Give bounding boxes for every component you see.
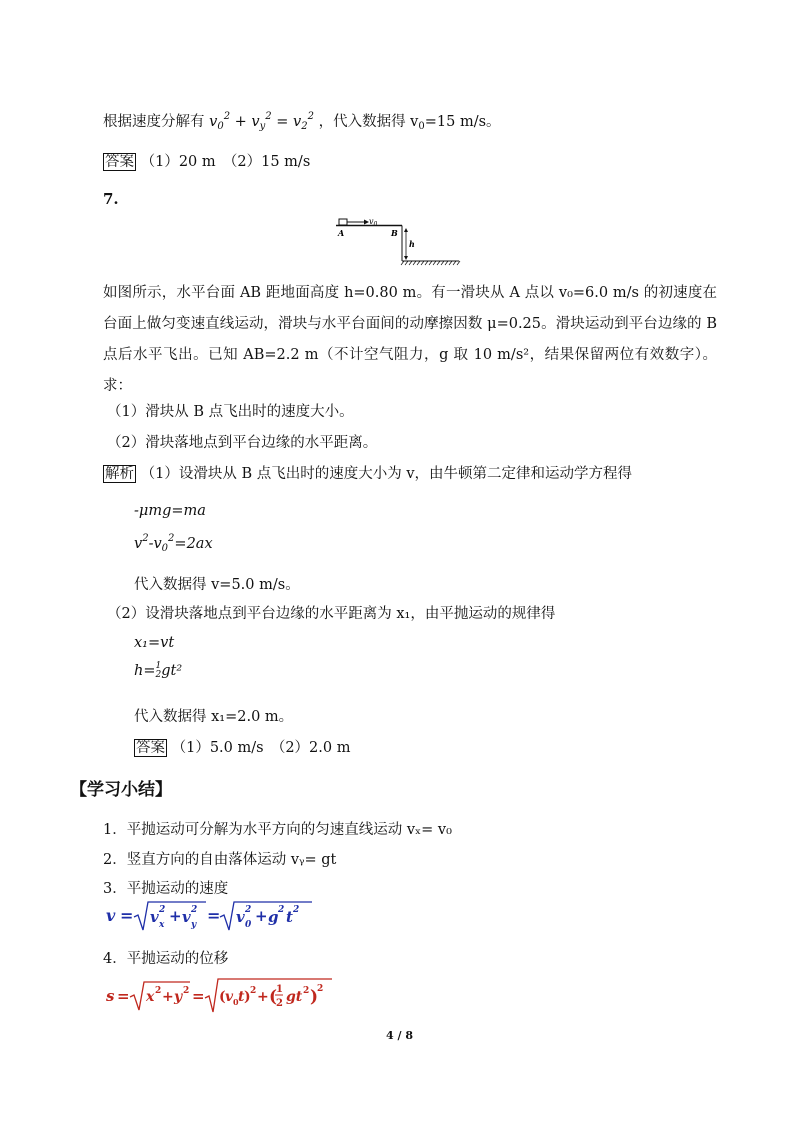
result-1: 代入数据得 v=5.0 m/s。 (134, 577, 300, 593)
summary-item-3: 3．平抛运动的速度 (103, 881, 229, 897)
svg-text:=: = (117, 987, 130, 1005)
svg-text:g: g (268, 908, 279, 926)
line-prefix: 根据速度分解有 (103, 114, 205, 130)
sub-question-1: （1）滑块从 B 点飞出时的速度大小。 (107, 404, 354, 420)
eq2-part-a: v (134, 536, 143, 552)
summary-item-2: 2．竖直方向的自由落体运动 vᵧ= gt (103, 852, 337, 868)
analysis-row (103, 462, 632, 483)
svg-text:2: 2 (159, 905, 166, 915)
eq4-part-a: h= (134, 663, 156, 679)
answer-label-q7: 答案 (136, 740, 165, 756)
vector-equation: $v_0^2 + v_y^2 = v_2^2$ (209, 111, 314, 132)
svg-text:2: 2 (293, 905, 300, 915)
line-suffix: ，代入数据得 v (318, 114, 419, 130)
svg-text:t: t (286, 908, 293, 926)
answer-text-q7: （1）5.0 m/s （2）2.0 m (171, 740, 351, 756)
svg-text:0: 0 (233, 997, 239, 1007)
page-number: 4 / 8 (386, 1029, 413, 1042)
question-body: 如图所示，水平台面 AB 距地面高度 h=0.80 m。有一滑块从 A 点以 v₀=6.0 m/s 的初速度在台面上做匀变速直线运动，滑块与水平台面间的动摩擦因数 μ=0.25。滑块运动到平台边缘的 B 点后水平飞出。已知 AB=2.2 m（不计空气阻力，g 取 10 m/s²，结果保留两位有效数字）。求： (103, 285, 717, 394)
svg-text:+: + (169, 907, 182, 925)
svg-text:+: + (255, 907, 268, 925)
result-2: 代入数据得 x₁=2.0 m。 (134, 709, 294, 725)
svg-text:v: v (236, 908, 245, 926)
half-fraction: 1 2 (155, 661, 162, 680)
svg-text:y: y (174, 989, 183, 1005)
svg-text:s: s (106, 987, 115, 1005)
answer-row-q6 (103, 150, 310, 171)
svg-text:2: 2 (250, 986, 257, 996)
sub-question-2: （2）滑块落地点到平台边缘的水平距离。 (107, 435, 378, 451)
line-sub: 0 (418, 121, 425, 132)
platform-figure (334, 215, 464, 267)
svg-text:=: = (207, 906, 221, 925)
svg-text:2: 2 (317, 984, 324, 994)
summary-item-4: 4．平抛运动的位移 (103, 951, 229, 967)
svg-text:): ) (244, 989, 251, 1005)
svg-text:v: v (182, 908, 191, 926)
eq2-part-b: -v (148, 536, 162, 552)
answer-row-q7 (134, 736, 350, 757)
svg-text:2: 2 (183, 986, 190, 996)
svg-text:2: 2 (276, 998, 283, 1009)
svg-text:+: + (257, 989, 269, 1005)
equation-2: $v^2-v_0^2=2ax$ (134, 533, 213, 554)
equation-4 (134, 662, 182, 680)
analysis-text-2: （2）设滑块落地点到平台边缘的水平距离为 x₁，由平抛运动的规律得 (107, 606, 556, 622)
figure-h-label: h (409, 239, 415, 249)
svg-text:x: x (146, 989, 155, 1005)
eq4-part-b: gt² (161, 663, 183, 679)
svg-text:v: v (150, 908, 159, 926)
answer-label: 答案 (105, 154, 134, 170)
svg-text:gt: gt (286, 989, 303, 1005)
svg-text:2: 2 (245, 905, 252, 915)
figure-b-label: B (391, 228, 398, 238)
svg-text:2: 2 (278, 905, 285, 915)
line-tail: =15 m/s。 (424, 114, 501, 130)
svg-text:v: v (106, 906, 116, 925)
answer-text: （1）20 m （2）15 m/s (140, 154, 311, 170)
summary-item-1: 1．平抛运动可分解为水平方向的匀速直线运动 vₓ= v₀ (103, 822, 452, 838)
svg-text:y: y (191, 920, 197, 930)
svg-text:(: ( (219, 989, 226, 1005)
figure-a-label: A (338, 228, 345, 238)
svg-text:+: + (162, 989, 174, 1005)
svg-text:=: = (192, 987, 205, 1005)
svg-text:0: 0 (245, 920, 252, 930)
eq2-part-c: =2ax (174, 536, 213, 552)
svg-text:v: v (225, 989, 234, 1005)
svg-text:t: t (238, 989, 245, 1005)
analysis-text-1: （1）设滑块从 B 点飞出时的速度大小为 v，由牛顿第二定律和运动学方程得 (140, 466, 633, 482)
svg-text:2: 2 (303, 986, 310, 996)
svg-text:x: x (159, 920, 165, 930)
question-number: 7. (103, 190, 119, 208)
velocity-decomposition-line (103, 106, 501, 138)
equation-3: x₁=vt (134, 635, 175, 651)
figure-v0-label: $v_0$ (369, 217, 378, 228)
displacement-formula (106, 976, 336, 1016)
svg-text:(: ( (269, 987, 278, 1007)
svg-text:2: 2 (155, 986, 162, 996)
svg-text:): ) (310, 987, 319, 1007)
analysis-label: 解析 (105, 466, 134, 482)
ground-hatch (401, 261, 460, 265)
summary-heading: 【学习小结】 (70, 780, 172, 800)
slider-block (339, 219, 347, 225)
velocity-formula (106, 898, 316, 936)
svg-text:2: 2 (191, 905, 198, 915)
svg-text:=: = (120, 906, 134, 925)
svg-text:1: 1 (276, 984, 283, 995)
equation-1: -μmg=ma (134, 503, 206, 519)
